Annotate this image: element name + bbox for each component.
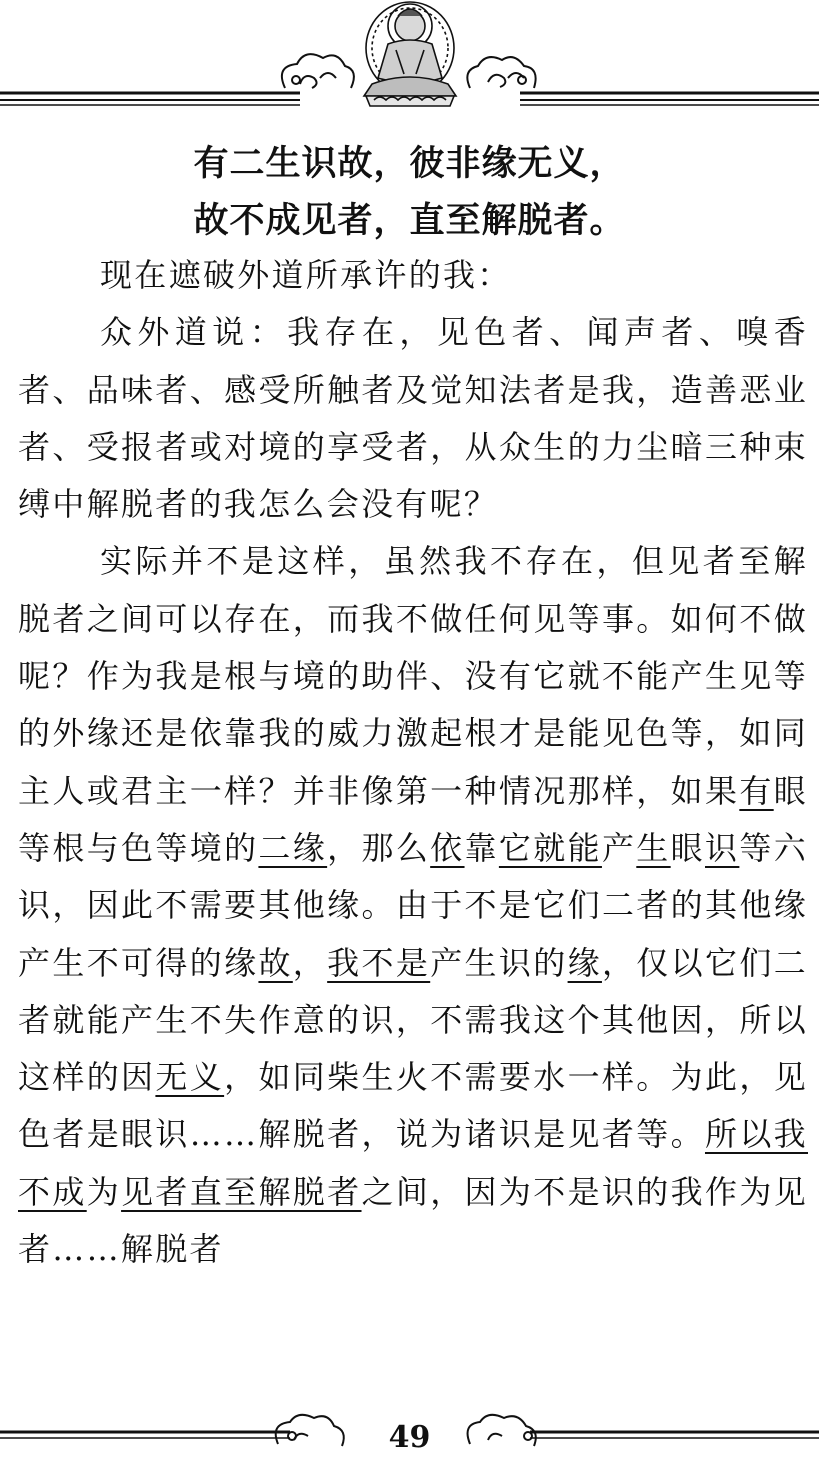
underlined-text: 故 — [258, 943, 293, 982]
underlined-text: 识 — [705, 828, 740, 867]
text-run: ，那么 — [327, 828, 431, 867]
text-run: 产 — [601, 828, 637, 867]
underlined-text: 所以我不成 — [18, 1115, 808, 1211]
buddha-figure-icon — [364, 2, 456, 106]
underlined-text: 无义 — [155, 1058, 225, 1097]
text-run: ，仅以它们二者就能产生不失作意的识，不需我这个其他因，所以这样的因 — [18, 943, 808, 1097]
text-run: 眼 — [670, 828, 706, 867]
verse-line-2: 故不成见者，直至解脱者。 — [193, 201, 626, 241]
cloud-left-icon — [282, 54, 354, 88]
header-rule-left — [0, 93, 300, 105]
text-run: 实际并不是这样，虽然我不存在，但见者至解脱者之间可以存在，而我不做任何见等事。如何不做呢？作为我是根与境的助伴、没有它就不能产生见等的外缘还是依靠我的威力激起根才是能见色等，如同主人或君主一样？并非像第一种情况那样，如果 — [18, 542, 808, 810]
text-run: 眼等根与色等境的 — [18, 771, 808, 867]
text-run: 之间，因为不是识的我作为见者……解脱者 — [18, 1172, 808, 1269]
underlined-text: 见者直至解脱者 — [121, 1172, 362, 1211]
underlined-text: 它就能 — [498, 828, 602, 867]
underlined-text: 生 — [636, 828, 671, 867]
underlined-text: 二缘 — [258, 828, 328, 867]
underlined-text: 依 — [430, 828, 465, 867]
text-run: 产生识的 — [430, 943, 568, 982]
paragraph-opponent-claim: 众外道说：我存在，见色者、闻声者、嗅香者、品味者、感受所触者及觉知法者是我，造善恶业者、受报者或对境的享受者，从众生的力尘暗三种束缚中解脱者的我怎么会没有呢？ — [18, 313, 808, 524]
underlined-text: 有 — [739, 771, 774, 810]
cloud-right-icon — [467, 57, 535, 88]
paragraph-intro: 现在遮破外道所承许的我： — [100, 256, 512, 294]
text-run: ，如同柴生火不需要水一样。为此，见色者是眼识……解脱者，说为诸识是见者等。 — [18, 1058, 808, 1154]
underlined-text: 缘 — [567, 943, 602, 982]
underlined-text: 我不是 — [327, 943, 431, 982]
paragraph-refutation — [18, 533, 808, 1278]
verse-line-1: 有二生识故，彼非缘无义， — [193, 144, 626, 184]
text-run: ， — [292, 943, 328, 982]
page-number: 49 — [388, 1420, 431, 1455]
commentary-body — [18, 247, 808, 1278]
text-run: 等六识，因此不需要其他缘。由于不是它们二者的其他缘产生不可得的缘 — [18, 828, 809, 982]
header-rule-right — [520, 93, 819, 105]
text-run: 为 — [86, 1172, 122, 1211]
text-run: 靠 — [464, 828, 499, 867]
header-ornament — [0, 0, 819, 115]
